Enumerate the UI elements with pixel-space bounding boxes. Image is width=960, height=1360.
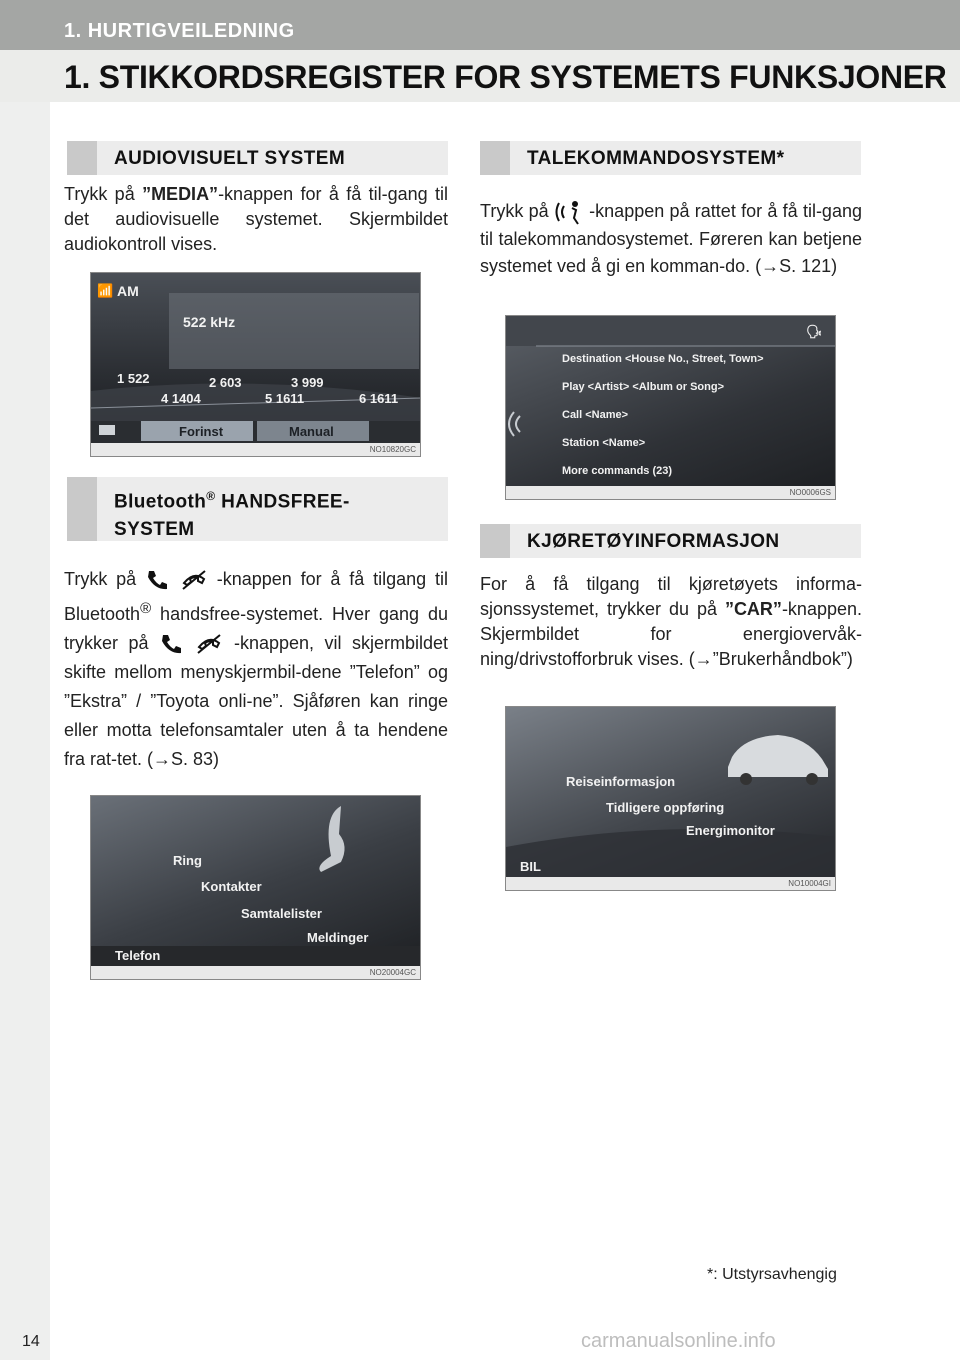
- page-number: 14: [22, 1333, 40, 1350]
- image-code: NO20004GC: [369, 968, 416, 977]
- phone-hangup-icon: [180, 569, 208, 591]
- bt-footer-telefon: Telefon: [115, 948, 161, 963]
- watermark: carmanualsonline.info: [581, 1330, 776, 1352]
- voice-text-pre: Trykk på: [480, 201, 554, 221]
- image-code: NO10004GI: [788, 879, 831, 888]
- voice-item-more: More commands (23): [562, 465, 673, 477]
- audio-heading: [67, 141, 448, 175]
- bluetooth-heading: [67, 477, 448, 541]
- bt-text-sup: ®: [140, 600, 152, 617]
- vehicle-screenshot: [505, 706, 836, 891]
- voice-paragraph: [480, 198, 862, 280]
- bt-item-kontakter: Kontakter: [201, 879, 262, 894]
- voice-command-icon: 🗣: [806, 324, 823, 339]
- preset-3: 3 999: [291, 375, 324, 390]
- phone-icon: [159, 633, 185, 655]
- vehicle-screen-art: [506, 707, 836, 891]
- frequency-label: 522 kHz: [183, 314, 236, 330]
- vehicle-heading-text: KJØRETØYINFORMASJON: [527, 531, 780, 552]
- phone-icon: [145, 569, 171, 591]
- bt-text-end: handsfree-systemet. Hver gang du trykker på: [64, 604, 448, 653]
- vehicle-item-energimonitor: Energimonitor: [686, 823, 775, 838]
- car-icon: [99, 425, 115, 435]
- bluetooth-screenshot: [90, 795, 421, 980]
- antenna-icon: 📶: [97, 283, 114, 298]
- voice-item-destination: Destination <House No., Street, Town>: [562, 353, 764, 365]
- bluetooth-heading-sup: ®: [206, 489, 216, 503]
- bluetooth-paragraph: [64, 565, 448, 774]
- audio-heading-text: AUDIOVISUELT SYSTEM: [114, 148, 346, 169]
- band-label: AM: [117, 283, 139, 299]
- preset-5: 5 1611: [265, 391, 305, 406]
- preset-2: 2 603: [209, 375, 242, 390]
- audio-screen-art: [91, 273, 421, 457]
- audio-screenshot: [90, 272, 421, 457]
- bluetooth-heading-main: Bluetooth: [114, 491, 207, 513]
- bt-text-pre: Trykk på: [64, 569, 146, 589]
- preset-4: 4 1404: [161, 391, 201, 406]
- tab-manual: Manual: [289, 424, 334, 439]
- voice-screenshot: [505, 315, 836, 500]
- bt-item-ring: Ring: [173, 853, 202, 868]
- voice-command-icon: [554, 198, 584, 226]
- image-code: NO0006GS: [789, 488, 831, 497]
- car-button-label: ”CAR”: [724, 599, 782, 619]
- bt-text-post: -knappen, vil skjermbildet skifte mellom menyskjermbil-dene ”Telefon” og ”Ekstra” / ”Toyota onli-ne”. Sjåføren kan ringe eller motta telefonsamtaler uten å ta hendene fra rat-tet. (→S. 83): [64, 633, 448, 769]
- handset-icon: [319, 806, 344, 872]
- bluetooth-heading-text: [114, 482, 414, 544]
- audio-paragraph: [64, 182, 448, 257]
- preset-6: 6 1611: [359, 391, 399, 406]
- media-button-label: ”MEDIA”: [142, 184, 219, 204]
- vehicle-footer-bil: BIL: [520, 859, 541, 874]
- vehicle-paragraph: [480, 572, 862, 672]
- audio-text-post: -knappen for å få til-gang til det audiovisuelle systemet. Skjermbildet audiokontroll vises.: [64, 184, 448, 254]
- audio-text-pre: Trykk på: [64, 184, 143, 204]
- bt-text-mid: -knappen for å få tilgang til Bluetooth: [64, 569, 448, 624]
- vehicle-item-reiseinformasjon: Reiseinformasjon: [566, 774, 676, 789]
- voice-text-post: -knappen på rattet for å få til-gang til talekommandosystemet. Føreren kan betjene systemet ved å gi en komman-do. (→S. 121): [480, 201, 862, 277]
- bt-item-meldinger: Meldinger: [307, 930, 369, 945]
- section-label: 1. HURTIGVEILEDNING: [64, 20, 295, 42]
- preset-1: 1 522: [117, 371, 150, 386]
- page-margin-strip: [0, 0, 50, 1360]
- voice-item-station: Station <Name>: [562, 437, 646, 449]
- voice-item-call: Call <Name>: [562, 409, 629, 421]
- voice-item-play: Play <Artist> <Album or Song>: [562, 381, 724, 393]
- tab-forinst: Forinst: [179, 424, 224, 439]
- phone-hangup-icon: [195, 633, 223, 655]
- vehicle-item-tidligere: Tidligere oppføring: [606, 800, 725, 815]
- bt-item-samtalelister: Samtalelister: [241, 906, 322, 921]
- vehicle-text-pre: For å få tilgang til kjøretøyets informa-sjonssystemet, trykker du på: [480, 574, 862, 619]
- vehicle-heading: [480, 524, 861, 558]
- vehicle-text-post: -knappen. Skjermbildet for energiovervåk-ning/drivstofforbruk vises. (→”Brukerhåndbok”): [480, 599, 862, 669]
- page-title: 1. STIKKORDSREGISTER FOR SYSTEMETS FUNKSJONER: [64, 59, 947, 95]
- car-icon: [728, 735, 828, 777]
- image-code: NO10820GC: [369, 445, 416, 454]
- bluetooth-heading-rest: HANDSFREE-SYSTEM: [114, 491, 350, 541]
- footnote: *: Utstyrsavhengig: [707, 1266, 837, 1283]
- voice-heading: [480, 141, 861, 175]
- voice-heading-text: TALEKOMMANDOSYSTEM*: [527, 148, 785, 169]
